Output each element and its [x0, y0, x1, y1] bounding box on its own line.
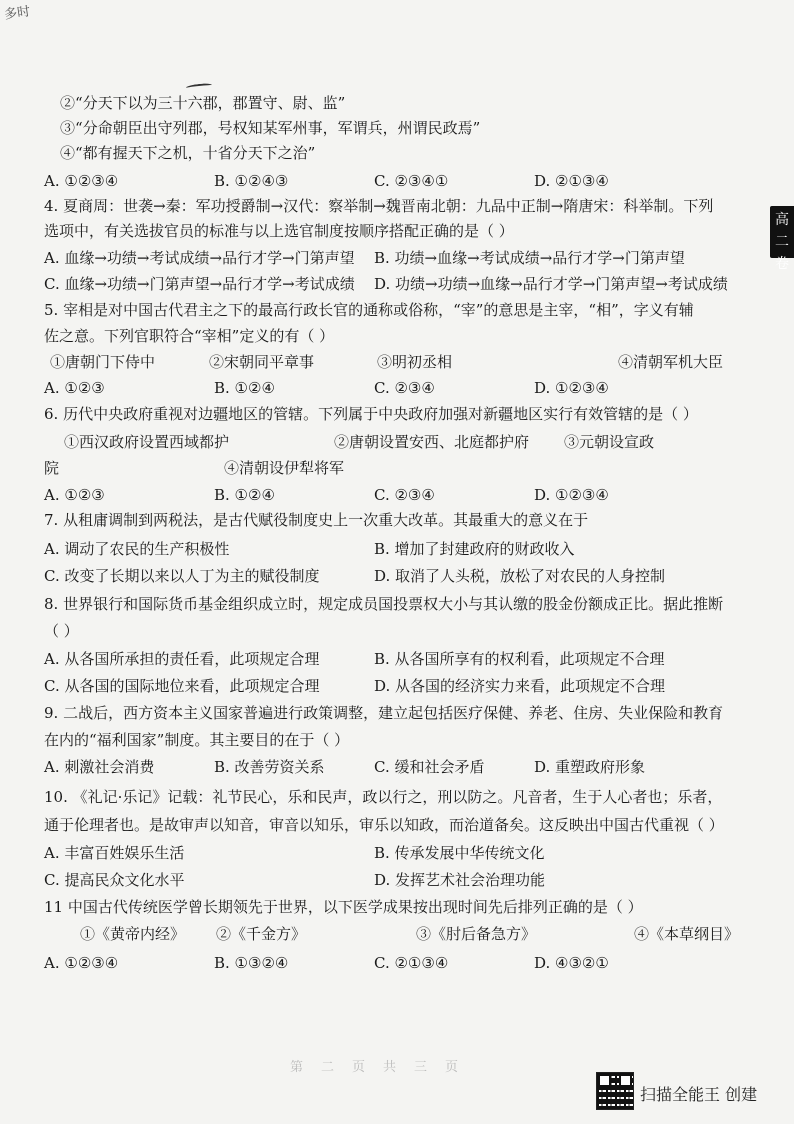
option-0: A. 刺激社会消费: [44, 758, 155, 776]
option-1: D. 功绩→功绩→血缘→品行才学→门第声望→考试成绩: [374, 275, 728, 293]
question-line: [44, 594, 766, 614]
option-0: A. 丰富百姓娱乐生活: [44, 844, 185, 862]
option-3: D. ④③②①: [534, 954, 609, 972]
option-3: D. ①②③④: [534, 379, 609, 397]
line-text: 5. 宰相是对中国古代君主之下的最高行政长官的通称或俗称，“宰”的意思是主宰，“相”，字义有辅: [44, 301, 694, 319]
side-tab-label: 高二 卷: [770, 206, 794, 258]
line-text: ④“都有握天下之机，十省分天下之治”: [60, 144, 316, 162]
option-0: A. ①②③: [44, 379, 105, 397]
option-0: A. 血缘→功绩→考试成绩→品行才学→门第声望: [44, 249, 355, 267]
option-0: A. ①②③: [44, 486, 105, 504]
line-text: （ ）: [44, 622, 79, 640]
option-1: ②宋朝同平章事: [209, 353, 315, 371]
line-text: 选项中，有关选拔官员的标准与以上选官制度按顺序搭配正确的是（ ）: [44, 222, 514, 240]
option-1: B. 改善劳资关系: [214, 758, 325, 776]
option-2: C. 缓和社会矛盾: [374, 758, 485, 776]
line-text: 10. 《礼记·乐记》记载：礼节民心，乐和民声，政以行之，刑以防之。凡音者，生于人心者也；乐者，: [44, 788, 723, 806]
question-line: [60, 93, 766, 113]
option-0: A. ①②③④: [44, 172, 119, 190]
question-line: [44, 787, 766, 807]
question-line: [44, 703, 766, 723]
option-0: A. 从各国所承担的责任看，此项规定合理: [44, 650, 320, 668]
option-1: D. 取消了人头税，放松了对农民的人身控制: [374, 567, 666, 585]
option-1: B. ①②④③: [214, 172, 289, 190]
option-0: C. 改变了长期以来以人丁为主的赋役制度: [44, 567, 320, 585]
qr-code-icon: [596, 1072, 634, 1110]
line-text: 9. 二战后，西方资本主义国家普遍进行政策调整，建立起包括医疗保健、养老、住房、失业保险和教育: [44, 704, 724, 722]
option-2: C. ②①③④: [374, 954, 449, 972]
option-3: D. ②①③④: [534, 172, 609, 190]
question-line: [44, 621, 766, 641]
question-line: [44, 897, 766, 917]
option-2: C. ②③④①: [374, 172, 449, 190]
question-line: [44, 510, 766, 530]
option-2: ③明初丞相: [377, 353, 453, 371]
item-2: ③元朝设宣政: [564, 433, 655, 451]
line-text: 通于伦理者也。是故审声以知音，审音以知乐，审乐以知政，而治道备矣。这反映出中国古代重视（ ）: [44, 816, 724, 834]
option-1: D. 发挥艺术社会治理功能: [374, 871, 546, 889]
option-0: C. 血缘→功绩→门第声望→品行才学→考试成绩: [44, 275, 355, 293]
line-text: 4. 夏商周：世袭→秦：军功授爵制→汉代：察举制→魏晋南北朝：九品中正制→隋唐宋：科举制。下列: [44, 197, 714, 215]
option-0: A. 调动了农民的生产积极性: [44, 540, 230, 558]
option-2: C. ②③④: [374, 486, 435, 504]
option-0: C. 从各国的国际地位来看，此项规定合理: [44, 677, 320, 695]
line-text: 7. 从租庸调制到两税法，是古代赋役制度史上一次重大改革。其最重大的意义在于: [44, 511, 589, 529]
option-1: ②《千金方》: [216, 925, 307, 943]
option-3: D. 重塑政府形象: [534, 758, 646, 776]
question-line: [44, 326, 766, 346]
option-1: D. 从各国的经济实力来看，此项规定不合理: [374, 677, 666, 695]
option-1: B. 从各国所享有的权利看，此项规定不合理: [374, 650, 665, 668]
pen-stroke: [186, 83, 212, 91]
line-text: 6. 历代中央政府重视对边疆地区的管辖。下列属于中央政府加强对新疆地区实行有效管辖的是（ ）: [44, 405, 698, 423]
option-1: B. 增加了封建政府的财政收入: [374, 540, 575, 558]
question-line: [44, 196, 766, 216]
option-3: ④《本草纲目》: [634, 925, 740, 943]
line-text: ②“分天下以为三十六郡，郡置守、尉、监”: [60, 94, 346, 112]
item-0: 院: [44, 459, 60, 477]
option-0: ①《黄帝内经》: [80, 925, 186, 943]
option-1: B. ①②④: [214, 486, 275, 504]
option-3: ④清朝军机大臣: [618, 353, 724, 371]
option-1: B. ①③②④: [214, 954, 289, 972]
page-footer: 第二页共三页: [290, 1060, 477, 1075]
question-line: [44, 221, 766, 241]
option-2: C. ②③④: [374, 379, 435, 397]
line-text: 在内的“福利国家”制度。其主要目的在于（ ）: [44, 731, 350, 749]
item-1: ④清朝设伊犁将军: [224, 459, 345, 477]
option-1: B. 功绩→血缘→考试成绩→品行才学→门第声望: [374, 249, 685, 267]
question-line: [44, 300, 766, 320]
option-1: B. ①②④: [214, 379, 275, 397]
option-2: ③《肘后备急方》: [416, 925, 537, 943]
option-0: A. ①②③④: [44, 954, 119, 972]
line-text: 8. 世界银行和国际货币基金组织成立时，规定成员国投票权大小与其认缴的股金份额成正比。据此推断: [44, 595, 724, 613]
scanner-watermark: 扫描全能王 创建: [640, 1085, 758, 1104]
question-line: [44, 815, 766, 835]
question-line: [60, 118, 766, 138]
question-line: [44, 404, 766, 424]
option-3: D. ①②③④: [534, 486, 609, 504]
option-0: ①唐朝门下侍中: [50, 353, 156, 371]
option-0: C. 提高民众文化水平: [44, 871, 185, 889]
question-line: [44, 730, 766, 750]
line-text: ③“分命朝臣出守列郡，号权知某军州事，军谓兵，州谓民政焉”: [60, 119, 481, 137]
question-line: [60, 143, 766, 163]
item-1: ②唐朝设置安西、北庭都护府: [334, 433, 530, 451]
corner-mark: 多时: [3, 4, 32, 23]
option-1: B. 传承发展中华传统文化: [374, 844, 545, 862]
line-text: 佐之意。下列官职符合“宰相”定义的有（ ）: [44, 327, 335, 345]
item-0: ①西汉政府设置西域都护: [64, 433, 230, 451]
line-text: 11 中国古代传统医学曾长期领先于世界，以下医学成果按出现时间先后排列正确的是（ ）: [44, 898, 643, 916]
